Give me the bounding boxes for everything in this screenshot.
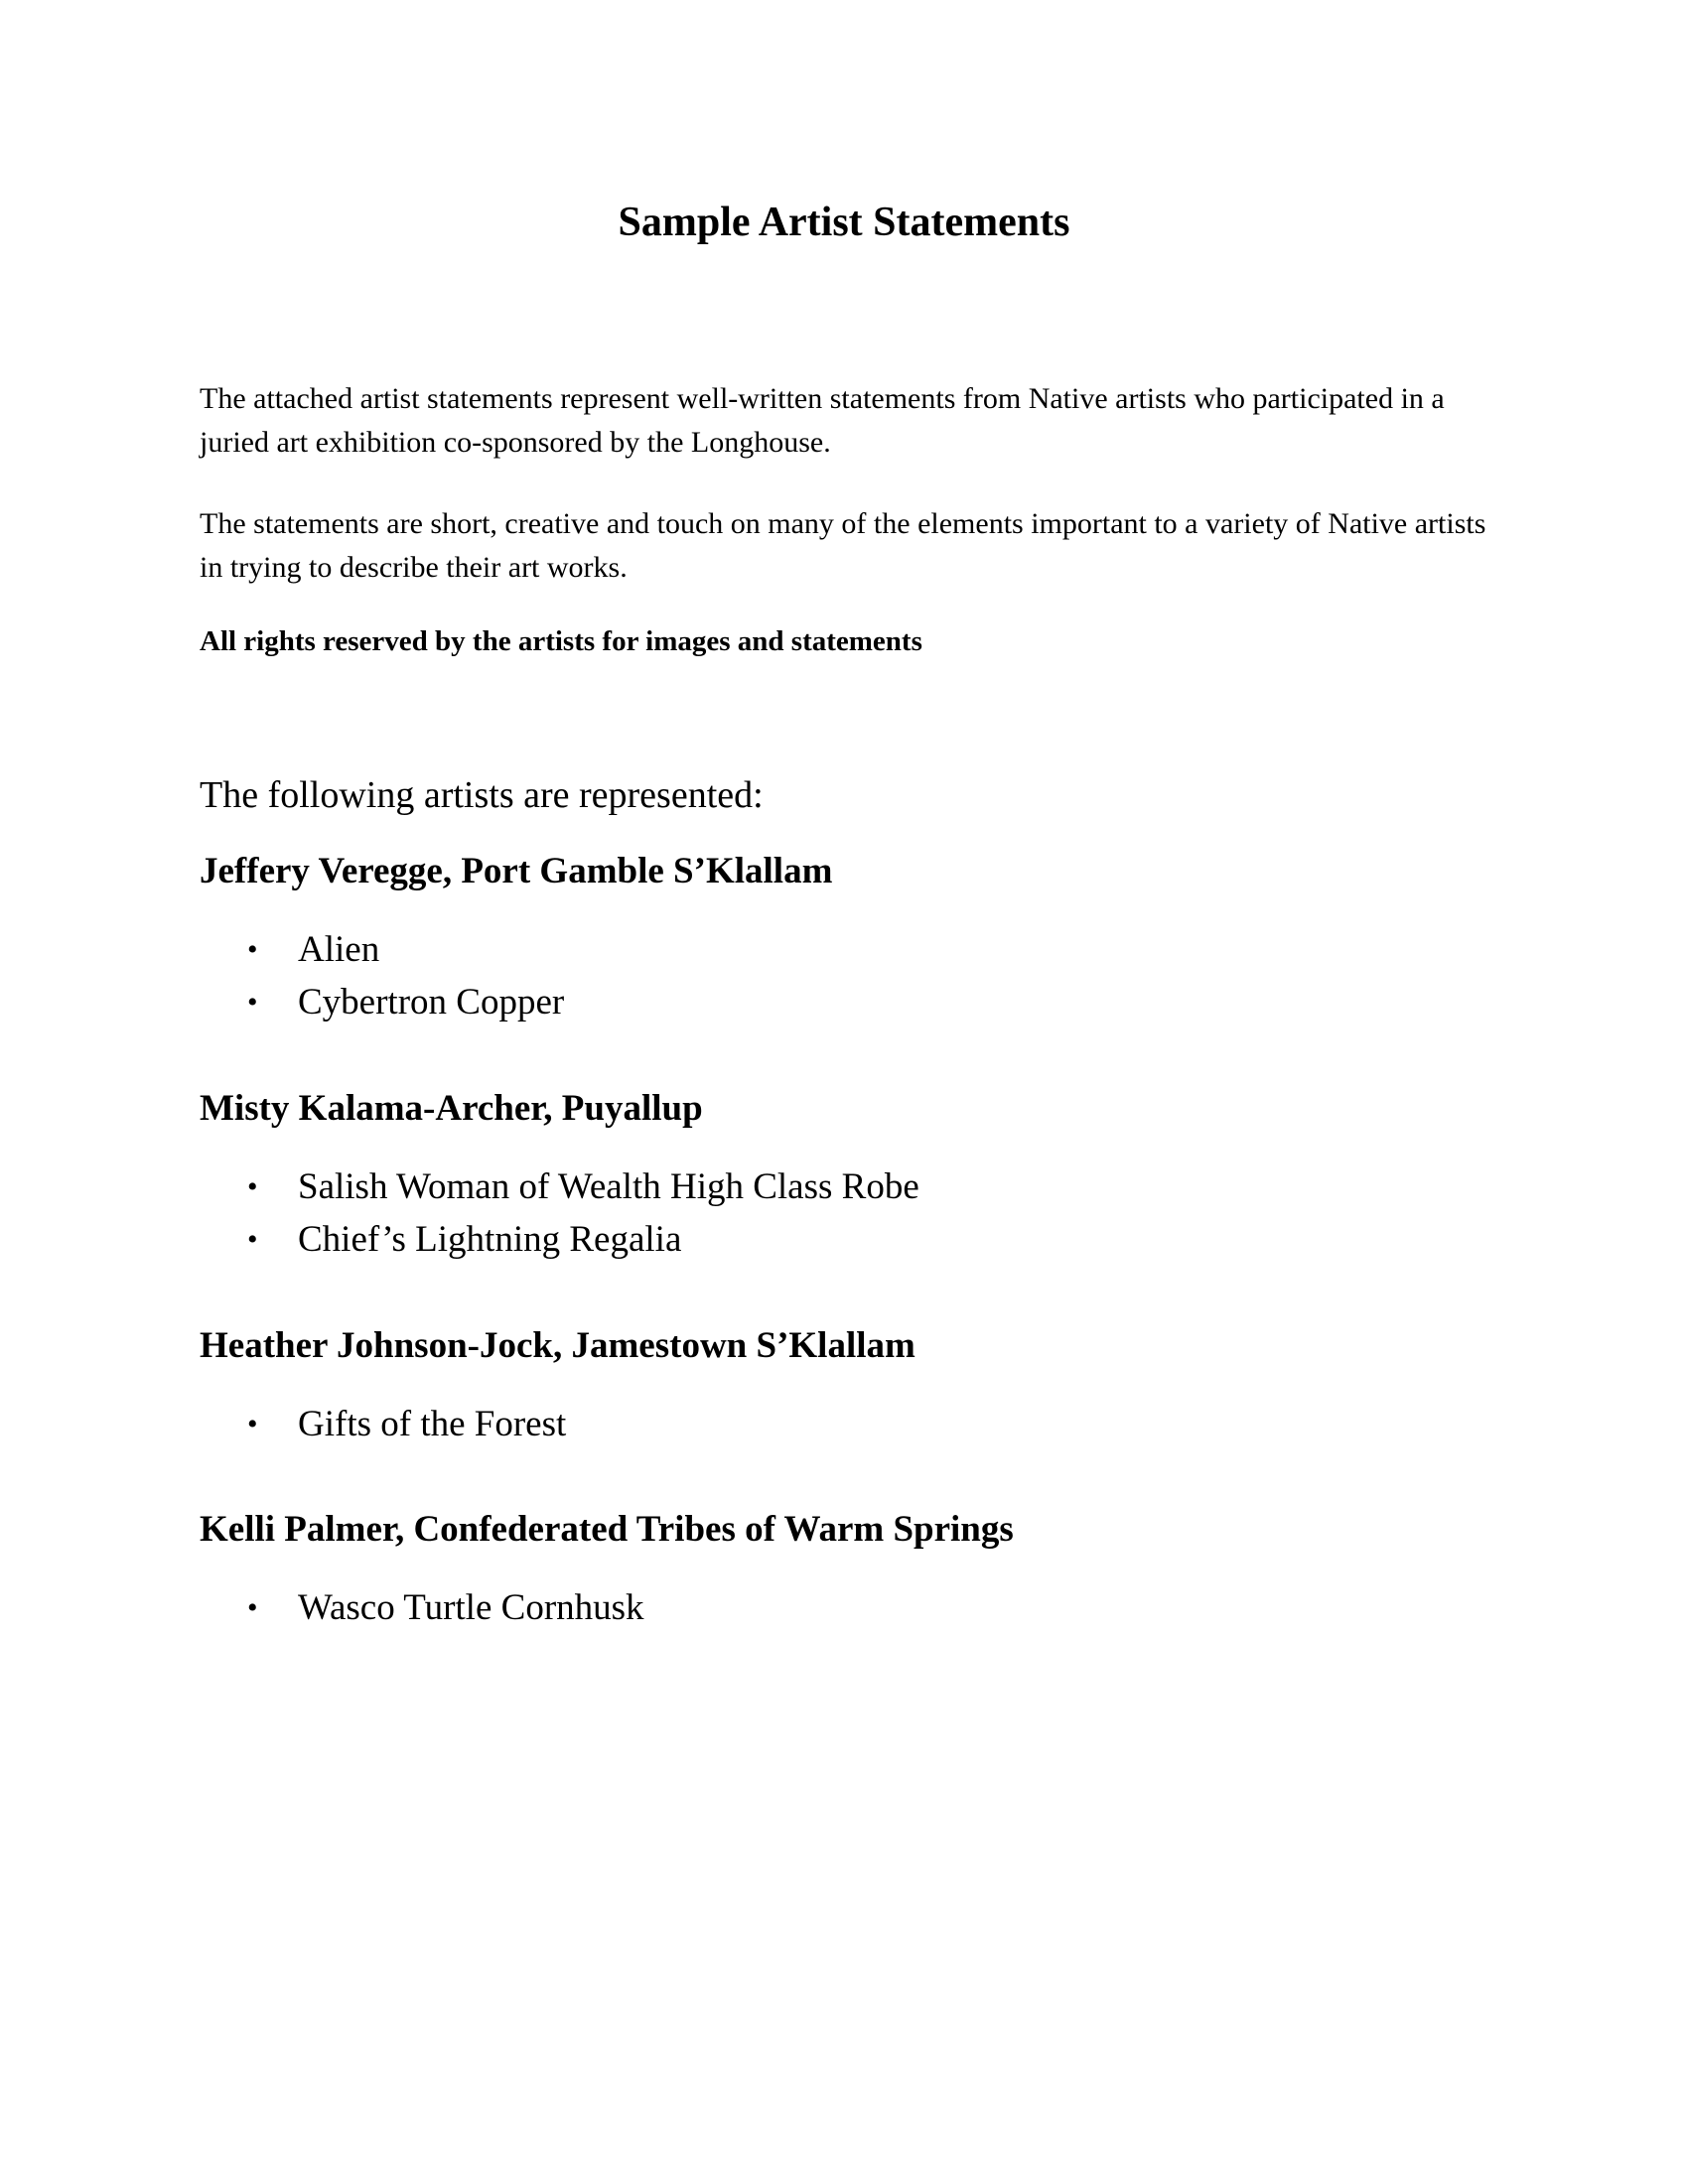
artwork-title: Chief’s Lightning Regalia bbox=[298, 1219, 682, 1260]
artist-name: Heather Johnson-Jock, Jamestown S’Klallam bbox=[200, 1325, 915, 1366]
artwork-title: Salish Woman of Wealth High Class Robe bbox=[298, 1166, 919, 1207]
artwork-title: Gifts of the Forest bbox=[298, 1404, 567, 1444]
rights-notice: All rights reserved by the artists for images and statements bbox=[200, 625, 922, 657]
bullet-icon: • bbox=[247, 1591, 258, 1624]
intro-paragraph: The attached artist statements represent well-written statements from Native artists who participated in a juried art exhibition co-sponsored by the Longhouse. bbox=[200, 382, 1445, 459]
artist-name: Jeffery Veregge, Port Gamble S’Klallam bbox=[200, 851, 833, 891]
bullet-icon: • bbox=[247, 1223, 258, 1256]
artwork-title: Wasco Turtle Cornhusk bbox=[298, 1587, 644, 1628]
artwork-title: Cybertron Copper bbox=[298, 982, 565, 1023]
bullet-icon: • bbox=[247, 1170, 258, 1203]
artist-name: Misty Kalama-Archer, Puyallup bbox=[200, 1088, 703, 1129]
artist-name: Kelli Palmer, Confederated Tribes of Warm Springs bbox=[200, 1509, 1014, 1550]
bullet-icon: • bbox=[247, 933, 258, 966]
bullet-icon: • bbox=[247, 1408, 258, 1440]
artwork-title: Alien bbox=[298, 929, 380, 970]
intro-paragraph: The statements are short, creative and touch on many of the elements important to a variety of Native artists in trying to describe their art works. bbox=[200, 507, 1486, 584]
bullet-icon: • bbox=[247, 986, 258, 1019]
artists-heading: The following artists are represented: bbox=[200, 774, 764, 816]
page-title: Sample Artist Statements bbox=[618, 200, 1070, 245]
